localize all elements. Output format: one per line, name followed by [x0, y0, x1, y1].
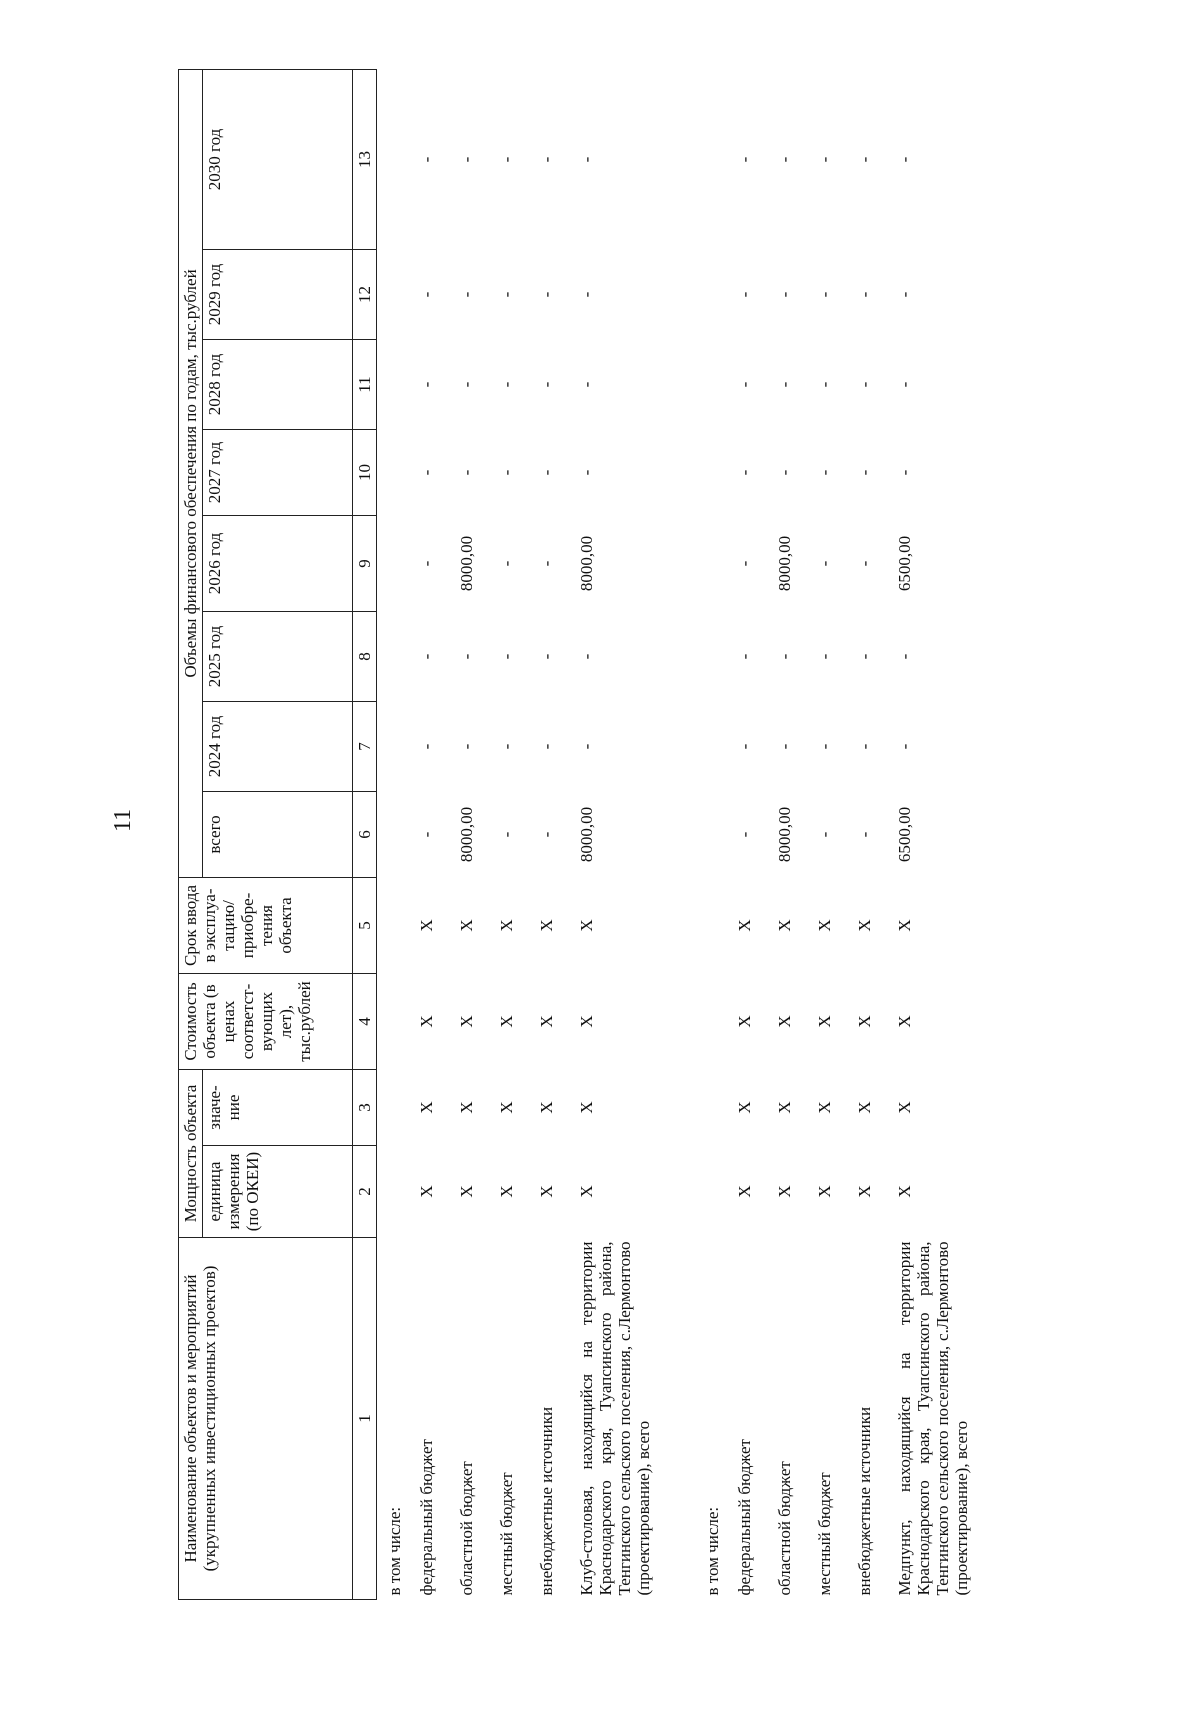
table-cell: -: [815, 743, 835, 750]
table-cell: -: [815, 469, 835, 476]
table-cell: -: [855, 291, 875, 298]
table-row: [495, 69, 535, 1599]
table-cell: -: [497, 653, 517, 660]
table-cell: -: [537, 653, 557, 660]
col-number: 8: [353, 612, 377, 702]
table-cell: X: [855, 1015, 875, 1028]
row-name: федеральный бюджет: [735, 1439, 755, 1596]
table-cell: -: [537, 743, 557, 750]
table-cell: X: [577, 1101, 597, 1114]
table-cell: -: [497, 291, 517, 298]
table-row: [415, 69, 455, 1599]
col-number: 13: [353, 69, 377, 249]
table-cell: X: [457, 1101, 477, 1114]
table-cell: X: [735, 1101, 755, 1114]
table-cell: X: [895, 1101, 915, 1114]
table-cell: [377, 612, 416, 702]
table-row: [535, 69, 575, 1599]
table-cell: X: [577, 1015, 597, 1028]
table-cell: -: [537, 831, 557, 838]
table-cell: -: [457, 156, 477, 163]
table-cell: -: [417, 469, 437, 476]
table-cell: -: [537, 560, 557, 567]
table-row: [733, 69, 773, 1599]
table-cell: [695, 1070, 733, 1146]
table-cell: X: [417, 1101, 437, 1114]
col-number: 4: [353, 974, 377, 1070]
table-cell: -: [775, 156, 795, 163]
table-cell: -: [735, 743, 755, 750]
table-cell: -: [735, 469, 755, 476]
table-cell: -: [855, 743, 875, 750]
table-cell: -: [855, 469, 875, 476]
table-cell: -: [537, 291, 557, 298]
row-name: внебюджетные источники: [855, 1406, 875, 1596]
table-cell: -: [735, 653, 755, 660]
table-cell: -: [895, 743, 915, 750]
table-cell: X: [537, 919, 557, 932]
header-year-2027: 2027 год: [203, 430, 353, 516]
table-cell: X: [815, 1185, 835, 1198]
table-cell: [377, 1070, 416, 1146]
table-cell: -: [855, 156, 875, 163]
table-cell: -: [735, 831, 755, 838]
table-cell: -: [497, 381, 517, 388]
header-year-2025: 2025 год: [203, 612, 353, 702]
table-cell: -: [457, 653, 477, 660]
table-cell: X: [815, 919, 835, 932]
table-cell: -: [735, 156, 755, 163]
table-cell: [695, 878, 733, 974]
table-cell: [377, 250, 416, 340]
table-cell: X: [775, 1185, 795, 1198]
table-cell: -: [895, 653, 915, 660]
table-cell: -: [577, 156, 597, 163]
table-cell: [695, 340, 733, 430]
table-cell: X: [537, 1015, 557, 1028]
col-number: 2: [353, 1146, 377, 1238]
table-cell: [377, 340, 416, 430]
table-row: [773, 69, 813, 1599]
table-cell: X: [855, 919, 875, 932]
table-cell: -: [855, 381, 875, 388]
table-cell: -: [537, 469, 557, 476]
table-cell: 6500,00: [895, 806, 915, 863]
table-cell: -: [417, 743, 437, 750]
table-body: [377, 69, 1014, 1599]
table-cell: -: [577, 381, 597, 388]
header-capacity-unit: единица измерения (по ОКЕИ): [203, 1146, 353, 1238]
table-cell: [377, 974, 416, 1070]
table-cell: [695, 69, 733, 249]
header-capacity-value: значе-ние: [203, 1070, 353, 1146]
table-cell: -: [577, 743, 597, 750]
col-number: 12: [353, 250, 377, 340]
table-cell: 8000,00: [457, 535, 477, 592]
table-row: [455, 69, 495, 1599]
table-cell: [695, 516, 733, 612]
col-number: 9: [353, 516, 377, 612]
table-cell: -: [577, 291, 597, 298]
table-cell: -: [417, 560, 437, 567]
header-objects: Наименование объектов и мероприятий (укрупненных инвестиционных проектов): [179, 1238, 353, 1600]
table-row: [575, 69, 695, 1599]
table-cell: -: [775, 653, 795, 660]
header-year-2030: 2030 год: [203, 69, 353, 249]
col-number: 6: [353, 792, 377, 878]
row-name: местный бюджет: [815, 1472, 835, 1596]
row-name: в том числе:: [703, 1506, 723, 1596]
table-cell: [695, 792, 733, 878]
table-cell: [695, 1146, 733, 1238]
table-row: [695, 69, 733, 1599]
table-row: [893, 69, 1013, 1599]
table-cell: 8000,00: [775, 535, 795, 592]
table-cell: X: [497, 1185, 517, 1198]
table-cell: X: [577, 1185, 597, 1198]
page-number: 11: [110, 808, 136, 832]
financing-table: [178, 69, 1013, 1600]
table-cell: -: [895, 381, 915, 388]
table-cell: -: [735, 560, 755, 567]
col-number: 5: [353, 878, 377, 974]
table-cell: [695, 612, 733, 702]
table-cell: -: [855, 653, 875, 660]
table-cell: X: [497, 1101, 517, 1114]
table-cell: -: [855, 560, 875, 567]
table-cell: X: [735, 1015, 755, 1028]
header-year-2026: 2026 год: [203, 516, 353, 612]
table-cell: -: [815, 381, 835, 388]
table-cell: 6500,00: [895, 535, 915, 592]
col-number: 7: [353, 702, 377, 792]
table-cell: -: [497, 469, 517, 476]
table-row: [377, 69, 416, 1599]
table-cell: X: [815, 1015, 835, 1028]
table-cell: X: [735, 919, 755, 932]
table-cell: [377, 430, 416, 516]
table-cell: X: [775, 1101, 795, 1114]
header-capacity: Мощность объекта: [179, 1070, 203, 1238]
table-cell: -: [895, 156, 915, 163]
table-cell: X: [895, 1015, 915, 1028]
table-cell: X: [895, 919, 915, 932]
header-cost: Стоимость объекта (в ценах соответст-вующих лет), тыс.рублей: [179, 974, 353, 1070]
header-funding: Объемы финансового обеспечения по годам, тыс.рублей: [179, 69, 203, 877]
table-cell: -: [457, 469, 477, 476]
row-name: местный бюджет: [497, 1472, 517, 1596]
row-name: областной бюджет: [457, 1461, 477, 1596]
table-cell: -: [775, 381, 795, 388]
header-year-2028: 2028 год: [203, 340, 353, 430]
table-cell: -: [417, 381, 437, 388]
col-number: 1: [353, 1238, 377, 1600]
table-cell: -: [497, 156, 517, 163]
table-header: [179, 69, 377, 1599]
table-cell: [377, 702, 416, 792]
table-cell: -: [815, 560, 835, 567]
table-cell: X: [457, 919, 477, 932]
table-cell: -: [775, 291, 795, 298]
table-cell: X: [457, 1015, 477, 1028]
table-cell: -: [895, 469, 915, 476]
table-cell: 8000,00: [775, 806, 795, 863]
row-name: областной бюджет: [775, 1461, 795, 1596]
header-year-2024: 2024 год: [203, 702, 353, 792]
table-cell: -: [735, 381, 755, 388]
table-cell: -: [815, 291, 835, 298]
table-cell: -: [577, 469, 597, 476]
table-cell: -: [537, 156, 557, 163]
table-cell: X: [497, 1015, 517, 1028]
table-cell: [695, 250, 733, 340]
table-cell: -: [417, 653, 437, 660]
table-cell: -: [895, 291, 915, 298]
col-number: 3: [353, 1070, 377, 1146]
table-cell: [377, 792, 416, 878]
table-cell: -: [457, 291, 477, 298]
header-year-2029: 2029 год: [203, 250, 353, 340]
table-cell: X: [417, 919, 437, 932]
row-name: внебюджетные источники: [537, 1406, 557, 1596]
table-cell: [377, 69, 416, 249]
table-cell: -: [497, 560, 517, 567]
table-cell: 8000,00: [457, 806, 477, 863]
table-cell: -: [815, 831, 835, 838]
table-cell: -: [497, 831, 517, 838]
table-cell: -: [417, 156, 437, 163]
table-cell: X: [537, 1185, 557, 1198]
table-cell: -: [855, 831, 875, 838]
table-cell: X: [815, 1101, 835, 1114]
table-cell: X: [537, 1101, 557, 1114]
col-number: 10: [353, 430, 377, 516]
table-cell: X: [417, 1015, 437, 1028]
table-cell: -: [775, 469, 795, 476]
header-total: всего: [203, 792, 353, 878]
table-cell: [377, 516, 416, 612]
header-deadline: Срок ввода в эксплуа-тацию/ приобре-тения объекта: [179, 878, 353, 974]
table-row: [853, 69, 893, 1599]
table-cell: X: [895, 1185, 915, 1198]
table-cell: [695, 430, 733, 516]
row-name: в том числе:: [385, 1506, 405, 1596]
table-cell: -: [775, 743, 795, 750]
table-cell: [377, 878, 416, 974]
table-cell: X: [775, 919, 795, 932]
table-cell: 8000,00: [577, 535, 597, 592]
table-cell: X: [417, 1185, 437, 1198]
table-row: [813, 69, 853, 1599]
table-cell: X: [497, 919, 517, 932]
table-cell: -: [735, 291, 755, 298]
table-cell: -: [457, 743, 477, 750]
table-cell: -: [577, 653, 597, 660]
table-cell: X: [855, 1101, 875, 1114]
table-cell: -: [815, 156, 835, 163]
table-cell: -: [417, 831, 437, 838]
table-cell: X: [775, 1015, 795, 1028]
table-cell: [695, 974, 733, 1070]
row-name: Клуб-столовая, находящийся на территории Краснодарского края, Туапсинского района, Тенгинского сельского поселения, с.Лермонтово (проектирование), всего: [577, 1241, 654, 1596]
table-cell: 8000,00: [577, 806, 597, 863]
financing-table-rotated: [178, 70, 1200, 1600]
table-cell: X: [457, 1185, 477, 1198]
table-cell: [377, 1146, 416, 1238]
row-name: Медпункт, находящийся на территории Краснодарского края, Туапсинского района, Тенгинского сельского поселения, с.Лермонтово (проектирование), всего: [895, 1241, 972, 1596]
table-cell: [695, 702, 733, 792]
table-cell: -: [497, 743, 517, 750]
table-cell: -: [417, 291, 437, 298]
table-cell: -: [457, 381, 477, 388]
table-cell: X: [577, 919, 597, 932]
row-name: федеральный бюджет: [417, 1439, 437, 1596]
table-cell: X: [735, 1185, 755, 1198]
table-cell: -: [815, 653, 835, 660]
table-cell: X: [855, 1185, 875, 1198]
table-cell: -: [537, 381, 557, 388]
col-number: 11: [353, 340, 377, 430]
